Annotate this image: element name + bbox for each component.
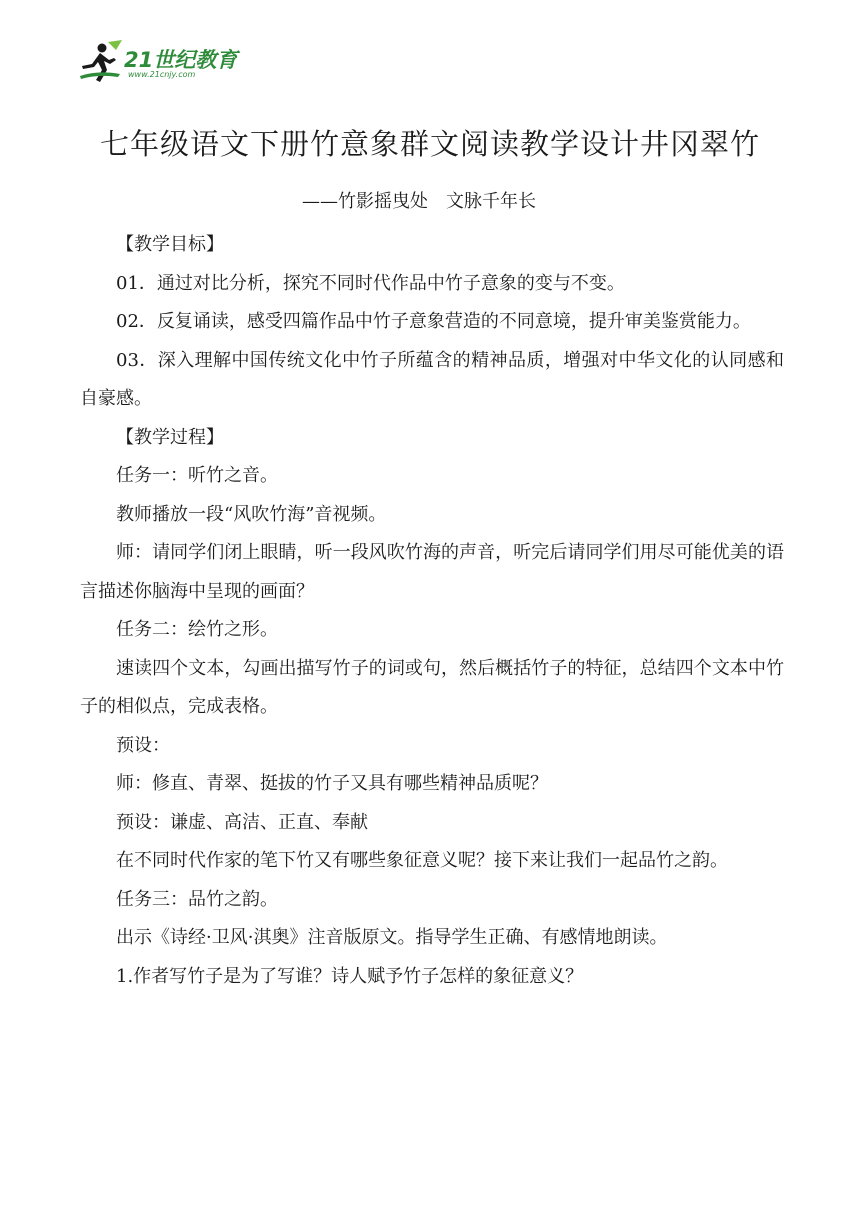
paragraph: 预设：: [116, 734, 170, 756]
task-heading: 任务一：听竹之音。: [116, 465, 278, 486]
paragraph: 出示《诗经·卫风·淇奥》注音版原文。指导学生正确、有感情地朗读。: [116, 927, 668, 948]
task-heading: 任务二：绘竹之形。: [116, 619, 278, 640]
paragraph: 师：请同学们闭上眼睛，听一段风吹竹海的声音，听完后请同学们用尽可能优美的语言描述你脑海中呈现的画面？: [80, 542, 784, 602]
document-body: [80, 226, 784, 996]
paragraph: 师：修直、青翠、挺拔的竹子又具有哪些精神品质呢？: [116, 773, 548, 794]
paragraph: 教师播放一段“风吹竹海”音视频。: [116, 503, 387, 525]
logo: [78, 40, 248, 84]
logo-text: 21世纪教育: [124, 48, 238, 72]
section-heading-objectives: 【教学目标】: [116, 234, 224, 255]
running-figure-icon: [78, 40, 126, 84]
objective-item: 01．通过对比分析，探究不同时代作品中竹子意象的变与不变。: [116, 272, 625, 294]
page-title: 七年级语文下册竹意象群文阅读教学设计井冈翠竹: [99, 127, 760, 161]
paragraph: 速读四个文本，勾画出描写竹子的词或句，然后概括竹子的特征，总结四个文本中竹子的相似点，完成表格。: [80, 657, 784, 717]
objective-item: 03．深入理解中国传统文化中竹子所蕴含的精神品质，增强对中华文化的认同感和自豪感。: [80, 349, 784, 409]
task-heading: 任务三：品竹之韵。: [116, 888, 278, 910]
logo-url: www.21cnjy.com: [128, 70, 196, 79]
paragraph: 1.作者写竹子是为了写谁？诗人赋予竹子怎样的象征意义？: [116, 965, 584, 987]
section-heading-process: 【教学过程】: [116, 426, 224, 448]
paragraph: 预设：谦虚、高洁、正直、奉献: [116, 811, 368, 833]
paragraph: 在不同时代作家的笔下竹又有哪些象征意义呢？接下来让我们一起品竹之韵。: [116, 850, 728, 871]
page-subtitle: ——竹影摇曳处 文脉千年长: [302, 191, 536, 212]
objective-item: 02．反复诵读，感受四篇作品中竹子意象营造的不同意境，提升审美鉴赏能力。: [116, 311, 751, 332]
